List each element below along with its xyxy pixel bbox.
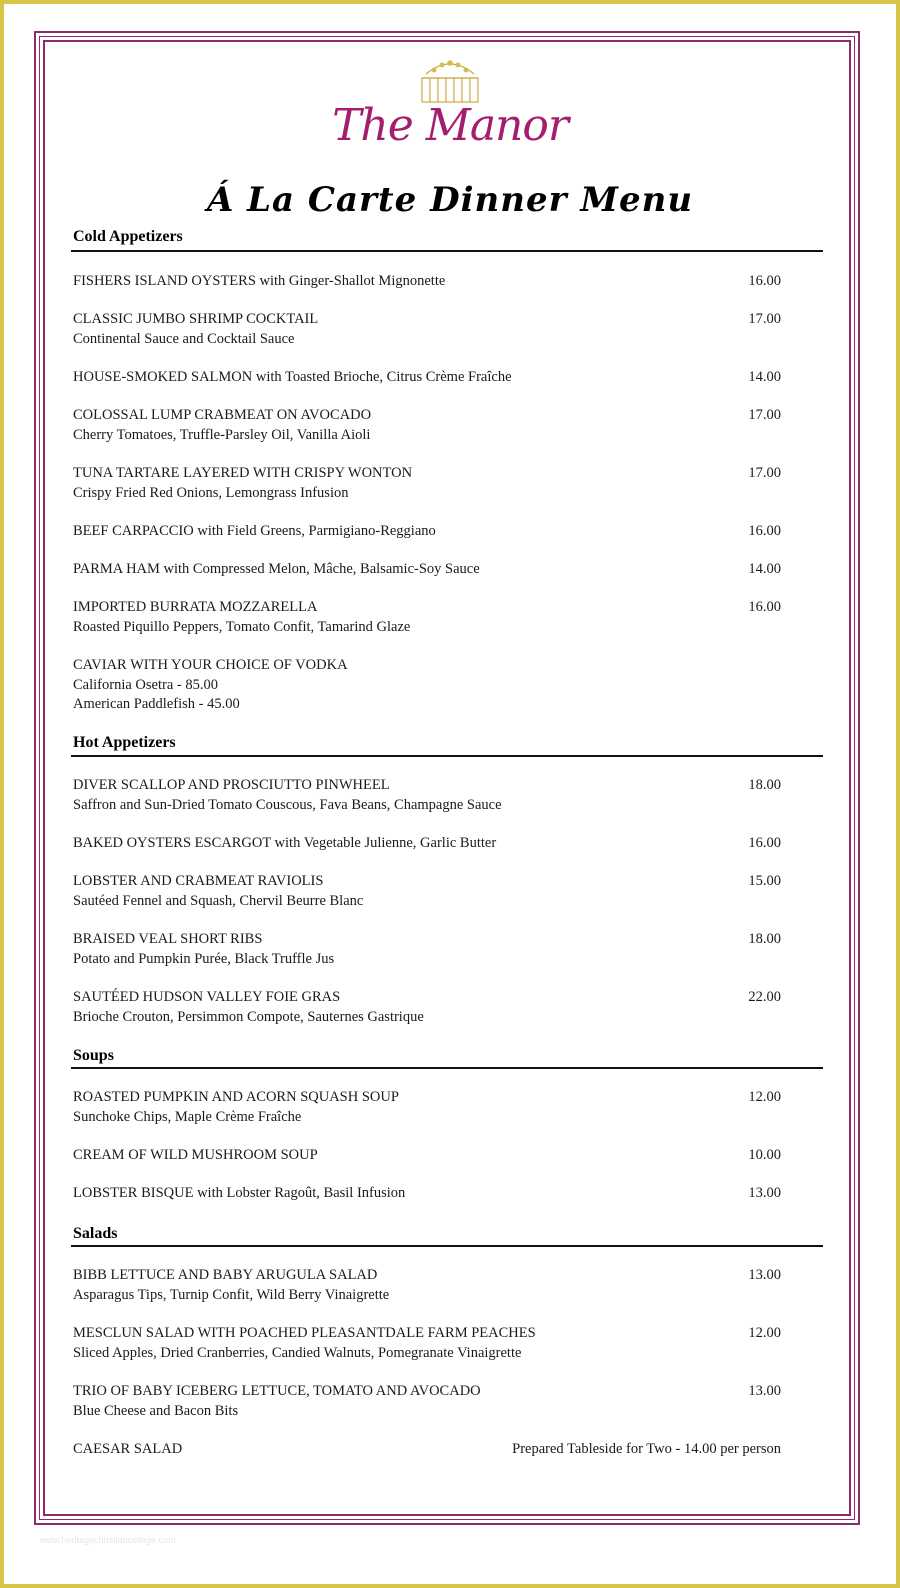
menu-item-description: Crispy Fried Red Onions, Lemongrass Infusion (73, 484, 349, 501)
menu-item (73, 1146, 781, 1166)
menu-item-price: 16.00 (748, 273, 781, 289)
menu-item-name: CLASSIC JUMBO SHRIMP COCKTAIL (73, 311, 319, 327)
section-heading: Cold Appetizers (73, 228, 183, 245)
menu-item (73, 310, 781, 349)
menu-item-name: MESCLUN SALAD WITH POACHED PLEASANTDALE FARM PEACHES (73, 1325, 536, 1341)
menu-item-description: Potato and Pumpkin Purée, Black Truffle Jus (73, 950, 335, 967)
section-divider (71, 1245, 823, 1247)
menu-item-price: 18.00 (748, 931, 781, 947)
menu-item-name: IMPORTED BURRATA MOZZARELLA (73, 599, 318, 615)
menu-item (73, 368, 781, 388)
section-heading: Hot Appetizers (73, 734, 176, 751)
menu-item (73, 988, 781, 1027)
menu-item-name: FISHERS ISLAND OYSTERS with Ginger-Shallot Mignonette (73, 273, 446, 289)
menu-item-price: 13.00 (748, 1383, 781, 1399)
menu-item (73, 522, 781, 542)
menu-item-name: ROASTED PUMPKIN AND ACORN SQUASH SOUP (73, 1089, 399, 1105)
menu-item-name: LOBSTER AND CRABMEAT RAVIOLIS (73, 873, 324, 889)
menu-item-price: 16.00 (748, 523, 781, 539)
menu-item-description: California Osetra - 85.00 (73, 676, 218, 693)
menu-item-name: SAUTÉED HUDSON VALLEY FOIE GRAS (73, 989, 341, 1005)
menu-item-description: Blue Cheese and Bacon Bits (73, 1402, 239, 1419)
menu-item (73, 776, 781, 815)
section-heading: Soups (73, 1047, 114, 1064)
menu-item-description: Sliced Apples, Dried Cranberries, Candied Walnuts, Pomegranate Vinaigrette (73, 1344, 522, 1361)
menu-item-price: 16.00 (748, 835, 781, 851)
menu-item-description: Sautéed Fennel and Squash, Chervil Beurre Blanc (73, 892, 364, 909)
menu-item (73, 1088, 781, 1127)
watermark: www.heritagechristiancollege.com (40, 1535, 176, 1545)
menu-item-note: Prepared Tableside for Two - 14.00 per person (512, 1441, 781, 1457)
menu-item (73, 1184, 781, 1204)
menu-item (73, 560, 781, 580)
menu-item (73, 1266, 781, 1305)
menu-item (73, 930, 781, 969)
menu-item (73, 406, 781, 445)
menu-title: Á La Carte Dinner Menu (206, 180, 694, 220)
menu-item-name: CAESAR SALAD (73, 1441, 183, 1457)
menu-item-price: 16.00 (748, 599, 781, 615)
crown-logo-icon (330, 56, 570, 106)
menu-item-name: PARMA HAM with Compressed Melon, Mâche, Balsamic-Soy Sauce (73, 561, 480, 577)
menu-item-description: American Paddlefish - 45.00 (73, 696, 240, 712)
menu-item-description: Roasted Piquillo Peppers, Tomato Confit, Tamarind Glaze (73, 618, 411, 635)
menu-item-name: BEEF CARPACCIO with Field Greens, Parmigiano-Reggiano (73, 523, 436, 539)
menu-item-price: 18.00 (748, 777, 781, 793)
menu-item-price: 15.00 (748, 873, 781, 889)
menu-item-price: 14.00 (748, 369, 781, 385)
menu-item (73, 1440, 781, 1460)
menu-item-price: 17.00 (748, 407, 781, 423)
menu-item-description: Saffron and Sun-Dried Tomato Couscous, Fava Beans, Champagne Sauce (73, 796, 502, 813)
menu-item-description: Sunchoke Chips, Maple Crème Fraîche (73, 1108, 302, 1125)
menu-item-name: BIBB LETTUCE AND BABY ARUGULA SALAD (73, 1267, 378, 1283)
menu-item-price: 12.00 (748, 1089, 781, 1105)
section-heading: Salads (73, 1225, 118, 1242)
menu-item-name: DIVER SCALLOP AND PROSCIUTTO PINWHEEL (73, 777, 390, 793)
brand-name: The Manor (332, 100, 568, 151)
menu-item-name: COLOSSAL LUMP CRABMEAT ON AVOCADO (73, 407, 372, 423)
menu-item-price: 13.00 (748, 1267, 781, 1283)
menu-item-name: HOUSE-SMOKED SALMON with Toasted Brioche, Citrus Crème Fraîche (73, 369, 512, 385)
menu-item (73, 834, 781, 854)
menu-item-description: Brioche Crouton, Persimmon Compote, Sauternes Gastrique (73, 1008, 424, 1025)
menu-item-name: CAVIAR WITH YOUR CHOICE OF VODKA (73, 657, 348, 673)
menu-item-price: 22.00 (748, 989, 781, 1005)
menu-item-price: 14.00 (748, 561, 781, 577)
menu-item-name: CREAM OF WILD MUSHROOM SOUP (73, 1147, 318, 1163)
section-divider (71, 250, 823, 252)
menu-item-price: 17.00 (748, 311, 781, 327)
menu-item-price: 10.00 (748, 1147, 781, 1163)
menu-item-description: Cherry Tomatoes, Truffle-Parsley Oil, Vanilla Aioli (73, 426, 371, 443)
menu-item (73, 272, 781, 292)
menu-item-name: TRIO OF BABY ICEBERG LETTUCE, TOMATO AND AVOCADO (73, 1383, 481, 1399)
menu-item-description: Continental Sauce and Cocktail Sauce (73, 330, 295, 347)
menu-item (73, 656, 781, 715)
menu-item-price: 13.00 (748, 1185, 781, 1201)
menu-item-name: LOBSTER BISQUE with Lobster Ragoût, Basil Infusion (73, 1185, 406, 1201)
menu-item-price: 12.00 (748, 1325, 781, 1341)
section-divider (71, 755, 823, 757)
menu-item-price: 17.00 (748, 465, 781, 481)
logo (330, 56, 570, 168)
menu-item (73, 464, 781, 503)
section-divider (71, 1067, 823, 1069)
menu-item-name: TUNA TARTARE LAYERED WITH CRISPY WONTON (73, 465, 413, 481)
menu-item (73, 1324, 781, 1363)
menu-item (73, 598, 781, 637)
menu-item-name: BRAISED VEAL SHORT RIBS (73, 931, 263, 947)
menu-item (73, 872, 781, 911)
menu-item-description: Asparagus Tips, Turnip Confit, Wild Berry Vinaigrette (73, 1286, 390, 1303)
menu-item (73, 1382, 781, 1421)
menu-item-name: BAKED OYSTERS ESCARGOT with Vegetable Julienne, Garlic Butter (73, 835, 497, 851)
